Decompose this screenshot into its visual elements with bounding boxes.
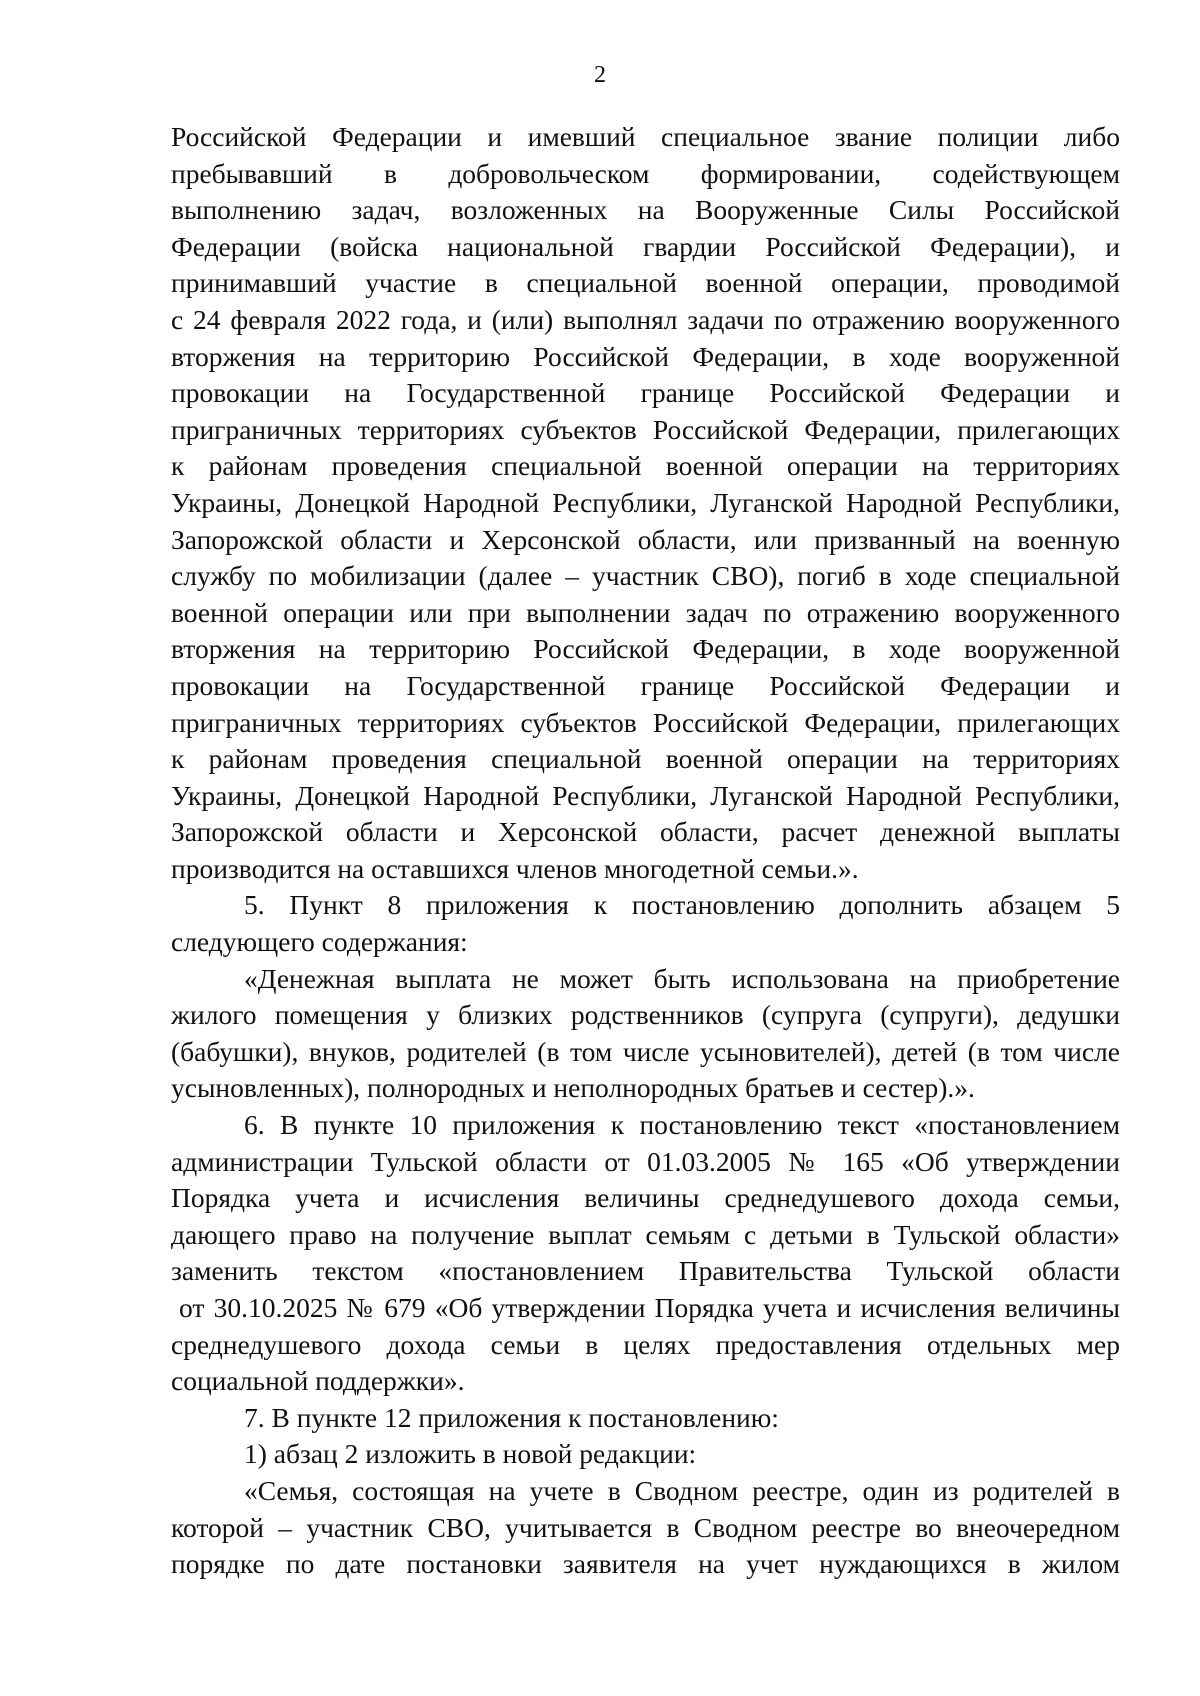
text-line: Российской Федерации и имевший специальное звание полиции либо xyxy=(171,121,1120,152)
text-line: приграничных территориях субъектов Российской Федерации, прилегающих xyxy=(171,413,1120,445)
text-line: порядке по дате постановки заявителя на учет нуждающихся в жилом xyxy=(171,1548,1120,1580)
text-line: к районам проведения специальной военной операции на территориях xyxy=(171,450,1120,482)
text-line: 7. В пункте 12 приложения к постановлению: xyxy=(244,1401,779,1433)
paragraph-item-5 xyxy=(171,887,1120,960)
text-line: социальной поддержки». xyxy=(171,1365,465,1397)
text-line: администрации Тульской области от 01.03.2005 № 165 «Об утверждении xyxy=(171,1145,1120,1177)
text-line: «Семья, состоящая на учете в Сводном реестре, один из родителей в xyxy=(244,1474,1120,1506)
text-line: военной операции или при выполнении задач по отражению вооруженного xyxy=(171,596,1120,628)
paragraph-continuation xyxy=(171,119,1120,887)
text-line: выполнению задач, возложенных на Вооруженные Силы Российской xyxy=(171,194,1120,226)
text-line: вторжения на территорию Российской Федерации, в ходе вооруженной xyxy=(171,340,1120,372)
text-line: принимавший участие в специальной военной операции, проводимой xyxy=(171,267,1120,299)
paragraph-item-7-1 xyxy=(171,1436,1120,1473)
text-line: провокации на Государственной границе Российской Федерации и xyxy=(171,669,1120,701)
text-line: Украины, Донецкой Народной Республики, Луганской Народной Республики, xyxy=(171,486,1120,518)
text-line: провокации на Государственной границе Российской Федерации и xyxy=(171,377,1120,409)
paragraph-item-6 xyxy=(171,1107,1120,1400)
text-line: которой – участник СВО, учитывается в Сводном реестре во внеочередном xyxy=(171,1511,1120,1543)
text-line: среднедушевого дохода семьи в целях предоставления отдельных мер xyxy=(171,1328,1120,1360)
paragraph-quote-5 xyxy=(171,961,1120,1107)
text-line: (бабушки), внуков, родителей (в том числе усыновителей), детей (в том числе xyxy=(171,1035,1120,1067)
text-line: Запорожской области и Херсонской области, или призванный на военную xyxy=(171,523,1120,555)
text-line: производится на оставшихся членов многодетной семьи.». xyxy=(171,852,859,884)
text-line: 6. В пункте 10 приложения к постановлению текст «постановлением xyxy=(244,1109,1120,1141)
page-number: 2 xyxy=(594,62,606,88)
paragraph-item-7 xyxy=(171,1400,1120,1437)
text-line: пребывавший в добровольческом формировании, содействующем xyxy=(171,157,1120,189)
text-line: приграничных территориях субъектов Российской Федерации, прилегающих xyxy=(171,706,1120,738)
text-line: с 24 февраля 2022 года, и (или) выполнял задачи по отражению вооруженного xyxy=(171,303,1120,335)
text-line: вторжения на территорию Российской Федерации, в ходе вооруженной xyxy=(171,633,1120,665)
text-line: к районам проведения специальной военной операции на территориях xyxy=(171,743,1120,775)
document-body xyxy=(171,119,1120,1583)
text-line: Федерации (войска национальной гвардии Российской Федерации), и xyxy=(171,230,1120,262)
text-line: жилого помещения у близких родственников (супруга (супруги), дедушки xyxy=(171,999,1120,1031)
text-line: от 30.10.2025 № 679 «Об утверждении Порядка учета и исчисления величины xyxy=(179,1292,1120,1323)
text-line: службу по мобилизации (далее – участник СВО), погиб в ходе специальной xyxy=(171,560,1120,592)
text-line: усыновленных), полнородных и неполнородных братьев и сестер).». xyxy=(171,1072,975,1104)
text-line: 1) абзац 2 изложить в новой редакции: xyxy=(244,1438,697,1470)
text-line: Порядка учета и исчисления величины среднедушевого дохода семьи, xyxy=(171,1182,1120,1214)
text-line: следующего содержания: xyxy=(171,926,468,958)
text-line: «Денежная выплата не может быть использована на приобретение xyxy=(244,962,1120,994)
paragraph-quote-7-1 xyxy=(171,1473,1120,1583)
text-line: Запорожской области и Херсонской области, расчет денежной выплаты xyxy=(171,816,1120,848)
text-line: заменить текстом «постановлением Правительства Тульской области xyxy=(171,1255,1120,1287)
text-line: 5. Пункт 8 приложения к постановлению дополнить абзацем 5 xyxy=(244,889,1120,921)
text-line: дающего право на получение выплат семьям с детьми в Тульской области» xyxy=(171,1218,1120,1250)
text-line: Украины, Донецкой Народной Республики, Луганской Народной Республики, xyxy=(171,779,1120,811)
